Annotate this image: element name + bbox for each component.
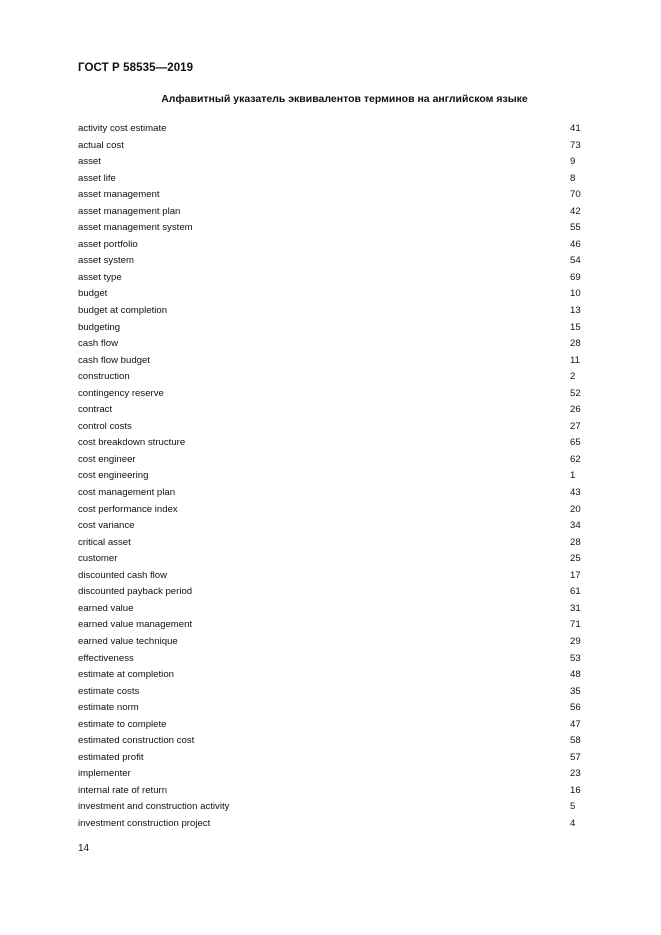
index-term: actual cost — [78, 139, 124, 151]
index-entry — [78, 419, 594, 436]
document-code: ГОСТ Р 58535—2019 — [78, 62, 194, 74]
index-entry — [78, 435, 594, 452]
index-entry — [78, 750, 594, 767]
index-term-number: 71 — [570, 619, 581, 631]
index-term: asset life — [78, 172, 116, 184]
index-entry — [78, 799, 594, 816]
index-entry — [78, 138, 594, 155]
index-entry — [78, 816, 594, 833]
index-entry — [78, 121, 594, 138]
index-term: cash flow budget — [78, 354, 150, 366]
index-entry — [78, 187, 594, 204]
index-entry — [78, 568, 594, 585]
index-entry — [78, 220, 594, 237]
index-term-number: 58 — [570, 735, 581, 747]
index-term: cost engineering — [78, 470, 149, 482]
index-entry — [78, 171, 594, 188]
index-term: discounted cash flow — [78, 569, 168, 581]
index-term: asset system — [78, 255, 134, 267]
index-term-number: 62 — [570, 453, 581, 465]
index-term-number: 16 — [570, 784, 581, 796]
index-term-number: 15 — [570, 321, 581, 333]
index-entry — [78, 733, 594, 750]
index-term: construction — [78, 371, 130, 383]
index-term-number: 2 — [570, 371, 576, 383]
index-term-number: 20 — [570, 503, 581, 515]
index-term: budgeting — [78, 321, 121, 333]
index-term-number: 27 — [570, 420, 581, 432]
index-term-number: 43 — [570, 487, 581, 499]
index-term: cost engineer — [78, 453, 136, 465]
index-entry — [78, 303, 594, 320]
index-term: investment and construction activity — [78, 801, 230, 813]
index-entry — [78, 452, 594, 469]
index-term-number: 52 — [570, 387, 581, 399]
index-entry — [78, 286, 594, 303]
index-entry — [78, 402, 594, 419]
term-index-list — [78, 121, 594, 833]
index-entry — [78, 617, 594, 634]
index-term-number: 47 — [570, 718, 581, 730]
index-term-number: 26 — [570, 404, 581, 416]
index-entry — [78, 468, 594, 485]
index-term: asset — [78, 156, 101, 168]
index-entry — [78, 154, 594, 171]
index-entry — [78, 700, 594, 717]
index-term-number: 17 — [570, 569, 581, 581]
index-term-number: 70 — [570, 189, 581, 201]
index-term: asset management — [78, 189, 160, 201]
index-entry — [78, 320, 594, 337]
index-entry — [78, 485, 594, 502]
index-term: estimate costs — [78, 685, 140, 697]
index-entry — [78, 353, 594, 370]
index-entry — [78, 651, 594, 668]
index-term: estimate norm — [78, 702, 139, 714]
index-term-number: 56 — [570, 702, 581, 714]
index-term: estimate at completion — [78, 669, 174, 681]
index-term: investment construction project — [78, 817, 211, 829]
index-term: budget at completion — [78, 305, 168, 317]
index-entry — [78, 584, 594, 601]
index-term-number: 28 — [570, 536, 581, 548]
index-term: earned value technique — [78, 635, 178, 647]
index-term-number: 13 — [570, 305, 581, 317]
index-entry — [78, 783, 594, 800]
index-term: asset management plan — [78, 205, 181, 217]
index-term-number: 55 — [570, 222, 581, 234]
index-term: customer — [78, 553, 118, 565]
index-term: contract — [78, 404, 113, 416]
index-entry — [78, 717, 594, 734]
index-term-number: 46 — [570, 238, 581, 250]
index-term: internal rate of return — [78, 784, 168, 796]
index-entry — [78, 369, 594, 386]
index-term-number: 73 — [570, 139, 581, 151]
index-term: cost breakdown structure — [78, 437, 186, 449]
index-term-number: 53 — [570, 652, 581, 664]
index-entry — [78, 204, 594, 221]
index-term-number: 31 — [570, 602, 581, 614]
index-term-number: 10 — [570, 288, 581, 300]
index-entry — [78, 502, 594, 519]
index-term-number: 69 — [570, 271, 581, 283]
index-term-number: 48 — [570, 669, 581, 681]
index-term-number: 9 — [570, 156, 576, 168]
index-term: implementer — [78, 768, 131, 780]
index-term-number: 5 — [570, 801, 576, 813]
index-entry — [78, 684, 594, 701]
index-term: contingency reserve — [78, 387, 164, 399]
index-term: effectiveness — [78, 652, 134, 664]
index-term-number: 1 — [570, 470, 576, 482]
index-term: estimated profit — [78, 751, 144, 763]
index-entry — [78, 386, 594, 403]
index-term-number: 34 — [570, 520, 581, 532]
index-entry — [78, 667, 594, 684]
index-term: cost performance index — [78, 503, 178, 515]
index-entry — [78, 601, 594, 618]
index-term: discounted payback period — [78, 586, 193, 598]
index-term: cash flow — [78, 338, 118, 350]
index-term-number: 28 — [570, 338, 581, 350]
index-term: asset type — [78, 271, 122, 283]
index-entry — [78, 253, 594, 270]
index-entry — [78, 336, 594, 353]
index-term: asset management system — [78, 222, 193, 234]
index-entry — [78, 634, 594, 651]
page-number: 14 — [78, 843, 90, 854]
index-term: earned value management — [78, 619, 193, 631]
index-term-number: 8 — [570, 172, 576, 184]
index-term-number: 4 — [570, 817, 576, 829]
index-term: activity cost estimate — [78, 123, 167, 134]
index-term: estimated construction cost — [78, 735, 195, 747]
index-term: cost management plan — [78, 487, 176, 499]
index-entry — [78, 270, 594, 287]
section-title: Алфавитный указатель эквивалентов терминов на английском языке — [161, 93, 528, 105]
index-term: budget — [78, 288, 108, 300]
index-term: cost variance — [78, 520, 135, 532]
index-term-number: 57 — [570, 751, 581, 763]
index-term: control costs — [78, 420, 132, 432]
index-term-number: 42 — [570, 205, 581, 217]
index-term-number: 29 — [570, 635, 581, 647]
index-term: critical asset — [78, 536, 131, 548]
index-entry — [78, 551, 594, 568]
index-term-number: 11 — [570, 354, 580, 366]
index-entry — [78, 518, 594, 535]
index-term-number: 65 — [570, 437, 581, 449]
index-entry — [78, 766, 594, 783]
index-term-number: 41 — [570, 123, 581, 134]
index-term-number: 61 — [570, 586, 581, 598]
index-term-number: 54 — [570, 255, 581, 267]
index-term: asset portfolio — [78, 238, 138, 250]
index-term-number: 23 — [570, 768, 581, 780]
index-term: earned value — [78, 602, 134, 614]
index-entry — [78, 237, 594, 254]
index-term-number: 25 — [570, 553, 581, 565]
index-entry — [78, 535, 594, 552]
index-term-number: 35 — [570, 685, 581, 697]
index-term: estimate to complete — [78, 718, 167, 730]
